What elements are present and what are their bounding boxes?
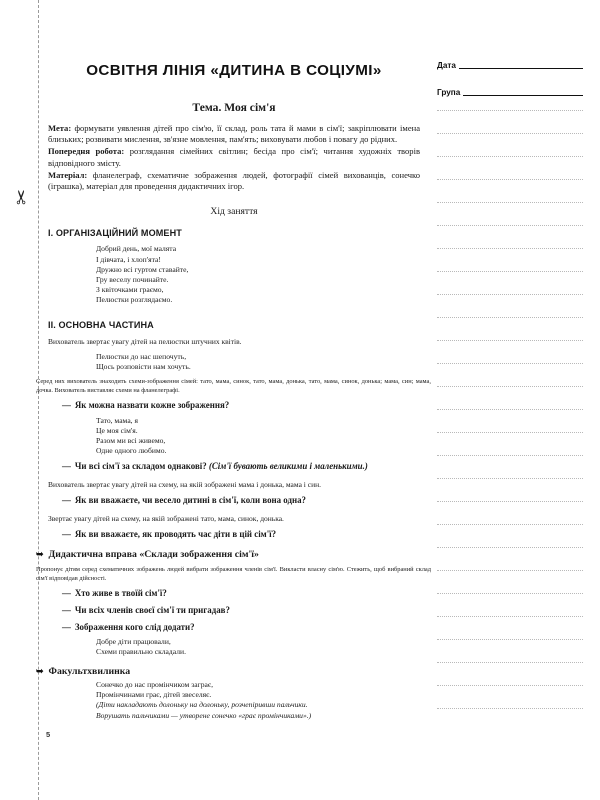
- group-field-label: Група: [437, 88, 461, 97]
- group-field-rule[interactable]: [463, 95, 583, 96]
- verse-exercise-praise: [96, 637, 420, 657]
- em-dash: —: [62, 400, 71, 411]
- note-line[interactable]: [437, 432, 583, 433]
- subsection-exercise: [36, 549, 420, 560]
- note-line[interactable]: [437, 386, 583, 387]
- question-text: Хто живе в твоїй сім'ї?: [74, 588, 167, 599]
- verse-line: Разом ми всі живемо,: [96, 436, 166, 446]
- verse-line: Добре діти працювали,: [96, 637, 171, 647]
- scissors-icon: ✂: [12, 189, 33, 205]
- subsection-physical-minute-title: Факультхвилинка: [48, 666, 131, 678]
- verse-line: І дівчата, і хлоп'ята!: [96, 254, 161, 264]
- date-field-label: Дата: [437, 61, 456, 70]
- exercise-question-all-members: [48, 605, 420, 617]
- em-dash: —: [62, 588, 71, 599]
- main-text-column: [36, 46, 431, 721]
- double-chevron-icon: ➥: [36, 666, 44, 677]
- stage-direction-line: (Діти накладають долоньку на долоньку, розчепіривши пальчики.: [96, 700, 308, 710]
- verse-family: [96, 416, 420, 456]
- note-line[interactable]: [437, 478, 583, 479]
- note-line[interactable]: [437, 363, 583, 364]
- exercise-question-add-image: [48, 622, 420, 634]
- main-tiny-note: Серед них вихователь знаходить схеми-зображення сімей: тато, мама, синок, тато, мама, донька, тато, мама, синок, донька; мама, син; мама, дочка. Вихователь виставляє схеми на фланелеграфі.: [36, 378, 431, 394]
- meta-previous-work-text: розглядання сімейних світлин; бесіда про сім'ї; читання художніх творів відповідного змісту.: [48, 146, 420, 168]
- exercise-instruction: Пропонує дітям серед схематичних зображень людей вибрати зображення членів сім'ї. Викласти власну сім'ю. Стежить, щоб вибраний склад сім'ї відповідав дійсності.: [36, 566, 431, 582]
- note-line[interactable]: [437, 271, 583, 272]
- verse-greeting: [96, 244, 420, 305]
- question-time-together: [48, 529, 420, 541]
- note-line[interactable]: [437, 202, 583, 203]
- date-field-rule[interactable]: [459, 68, 583, 69]
- note-line[interactable]: [437, 593, 583, 594]
- meta-goal-text: формувати уявлення дітей про сім'ю, її склад, роль тата й мами в сім'ї; закріплювати імена близьких; розвивати мислення, зв'язне мовлення, пам'ять; виховувати любов і повагу до рідних.: [48, 123, 420, 145]
- note-line[interactable]: [437, 225, 583, 226]
- section-heading-main: II. ОСНОВНА ЧАСТИНА: [48, 320, 154, 330]
- note-line[interactable]: [437, 179, 583, 180]
- note-scheme-two: Звертає увагу дітей на схему, на якій зображені тато, мама, синок, донька.: [48, 513, 284, 523]
- question-fun-alone: [48, 495, 420, 507]
- verse-line: З квіточками граємо,: [96, 284, 164, 294]
- question-text: Як можна назвати кожне зображення?: [74, 400, 230, 411]
- stage-direction-line: Ворушать пальчиками — утворене сонечко «грає промінчиками».): [96, 710, 312, 720]
- note-line[interactable]: [437, 294, 583, 295]
- verse-line: Сонечко до нас промінчиком заграє,: [96, 680, 214, 690]
- verse-line: Дружно всі гуртом ставайте,: [96, 264, 189, 274]
- note-line[interactable]: [437, 685, 583, 686]
- course-heading: Хід заняття: [210, 206, 258, 218]
- subsection-exercise-title: Дидактична вправа «Склади зображення сім'ї»: [48, 549, 259, 561]
- question-text: Зображення кого слід додати?: [74, 621, 195, 632]
- note-line[interactable]: [437, 340, 583, 341]
- note-line[interactable]: [437, 501, 583, 502]
- date-field-row[interactable]: [437, 56, 583, 70]
- cut-dashed-line: [38, 0, 39, 800]
- note-line[interactable]: [437, 570, 583, 571]
- verse-line: Щось розповісти нам хочуть.: [96, 362, 191, 372]
- meta-previous-work-label: Попередня робота:: [48, 146, 125, 157]
- verse-line: Це моя сім'я.: [96, 426, 138, 436]
- note-line[interactable]: [437, 708, 583, 709]
- question-text: Як ви вважаєте, чи весело дитині в сім'ї, коли вона одна?: [74, 494, 306, 505]
- question-text: Чи всіх членів своєї сім'ї ти пригадав?: [74, 604, 230, 615]
- em-dash: —: [62, 528, 71, 539]
- note-line[interactable]: [437, 156, 583, 157]
- verse-line: Одне одного любимо.: [96, 446, 167, 456]
- verse-line: Добрий день, мої малята: [96, 244, 177, 254]
- main-intro-note: Вихователь звертає увагу дітей на пелюстки штучних квітів.: [48, 337, 242, 346]
- verse-line: Тато, мама, я: [96, 415, 138, 425]
- note-line[interactable]: [437, 317, 583, 318]
- note-line[interactable]: [437, 110, 583, 111]
- subsection-physical-minute: [36, 666, 420, 677]
- note-line[interactable]: [437, 616, 583, 617]
- meta-material-text: фланелеграф, схематичне зображення людей, фотографії сімей вихованців, сонечко (іграшка), матеріал для проведення дидактичних ігор.: [48, 169, 420, 192]
- em-dash: —: [62, 494, 71, 505]
- note-line[interactable]: [437, 133, 583, 134]
- verse-line: Схеми правильно складали.: [96, 647, 186, 657]
- note-line[interactable]: [437, 547, 583, 548]
- note-line[interactable]: [437, 639, 583, 640]
- note-scheme-one: Вихователь звертає увагу дітей на схему, на якій зображені мама і донька, мама і син.: [48, 479, 321, 489]
- page-number: 5: [46, 730, 51, 739]
- note-line[interactable]: [437, 662, 583, 663]
- section-heading-organizational: I. ОРГАНІЗАЦІЙНИЙ МОМЕНТ: [48, 228, 182, 239]
- em-dash: —: [62, 621, 71, 632]
- em-dash: —: [62, 461, 71, 472]
- question-name-image: [48, 400, 420, 412]
- note-line[interactable]: [437, 455, 583, 456]
- group-field-row[interactable]: [437, 83, 583, 97]
- meta-material-label: Матеріал:: [48, 169, 88, 180]
- meta-goal-label: Мета:: [48, 123, 72, 133]
- meta-material: [48, 170, 420, 193]
- verse-line: Гру веселу починайте.: [96, 274, 169, 284]
- meta-goal: [48, 123, 420, 146]
- question-text: Як ви вважаєте, як проводять час діти в цій сім'ї?: [74, 528, 277, 539]
- question-same-composition: [48, 461, 420, 473]
- notes-panel: [437, 56, 583, 731]
- note-line[interactable]: [437, 524, 583, 525]
- verse-sun: [96, 680, 420, 720]
- verse-line: Пелюстки до нас шепочуть,: [96, 352, 187, 361]
- verse-line: Промінчинами грає, дітей звеселяє.: [96, 690, 212, 700]
- em-dash: —: [62, 604, 71, 615]
- exercise-question-who-lives: [48, 588, 420, 600]
- verse-petals: [96, 352, 420, 372]
- meta-previous-work: [48, 146, 420, 169]
- answer-text: (Сім'ї бувають великими і маленькими.): [208, 461, 368, 472]
- double-chevron-icon: ➥: [36, 549, 44, 560]
- verse-line: Пелюстки розглядаємо.: [96, 294, 173, 304]
- ruled-note-lines[interactable]: [437, 110, 583, 709]
- lesson-theme: Тема. Моя сім'я: [192, 101, 276, 114]
- question-text: Чи всі сім'ї за складом однакові?: [74, 461, 207, 472]
- note-line[interactable]: [437, 409, 583, 410]
- page-title: ОСВІТНЯ ЛІНІЯ «ДИТИНА В СОЦІУМІ»: [86, 62, 382, 79]
- note-line[interactable]: [437, 248, 583, 249]
